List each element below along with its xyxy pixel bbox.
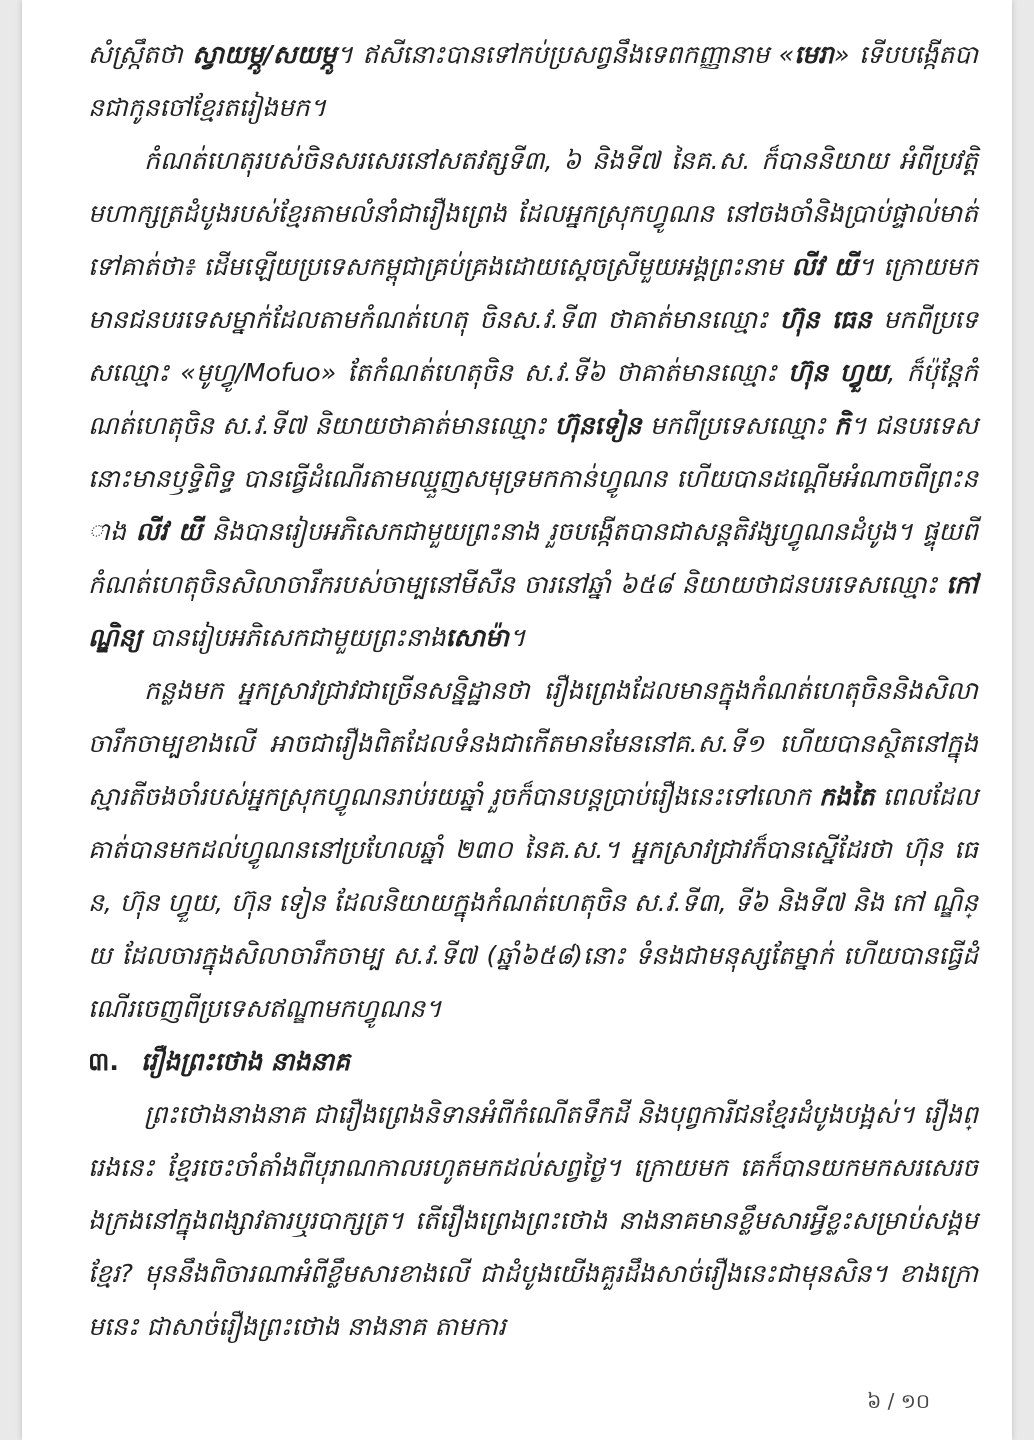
bold-term: លីវ យី [135,517,202,546]
text-run: ពេលដែលគាត់បានមកដល់ហ្វូណននៅប្រហែលឆ្នាំ ២៣០ នៃគ.ស.។ អ្នកស្រាវជ្រាវក៏បានស្នើដែរថា ហ៊ុន ធេន, ហ៊ុន ហ្វួយ, ហ៊ុន ទៀន ដែលនិយាយក្នុងកំណត់ហេតុចិន ស.វ.ទី៣, ទី៦ និងទី៧ និង កៅ ណ្ឌិន្យ ដែលចារក្នុងសិលាចារឹកចាម្ប ស.វ.ទី៧ (ឆ្នាំ៦៥៨)នោះ ទំនងជាមនុស្សតែម្នាក់ ហើយបានធ្វើដំណើរចេញពីប្រទេសឥណ្ឌាមកហ្វូណន។ [88,782,978,1023]
section-title: រឿងព្រះថោង នាងនាគ [140,1047,351,1076]
text-run: ។ ឥសីនោះបានទៅកប់ប្រសព្វនឹងទេពកញ្ញានាម « [336,40,795,69]
paragraph [88,28,978,134]
bold-term: កងតៃ [818,782,875,811]
document-body [88,28,978,1353]
bold-term: ហ៊ុន ហ្វួយ [788,358,888,387]
text-run: ព្រះថោងនាងនាគ ជារឿងព្រេងនិទានអំពីកំណើតទឹកដី និងបុព្វការីជនខ្មែរដំបូងបង្អស់។ រឿងព្រេងនេះ ខ្មែរចេះចាំតាំងពីបុរាណកាលរហូតមកដល់សព្វថ្ងៃ។ ក្រោយមក គេក៏បានយកមកសរសេរចងក្រងនៅក្នុងពង្សាវតារឬរបាក្សត្រ។ តើរឿងព្រេងព្រះថោង នាងនាគមានខ្លឹមសារអ្វីខ្លះសម្រាប់សង្គមខ្មែរ? មុននឹងពិចារណាអំពីខ្លឹមសារខាងលើ ជាដំបូងយើងគួរដឹងសាច់រឿងនេះជាមុនសិន។ ខាងក្រោមនេះ ជាសាច់រឿងព្រះថោង នាងនាគ តាមការ [88,1100,978,1341]
paragraph-group [88,28,978,1035]
text-run: សំស្ក្រឹតថា [88,40,193,69]
bold-term: ហ៊ុនទៀន [554,411,642,440]
paragraph [88,664,978,1035]
text-run: និងបានរៀបអភិសេកជាមួយព្រះនាង រួចបង្កើតបានជាសន្តតិវង្សហ្វូណនដំបូង។ ផ្ទុយពីកំណត់ហេតុចិនសិលាចារឹករបស់ចាម្បនៅមីសឺន ចារនៅឆ្នាំ ៦៥៨ និយាយថាជនបរទេសឈ្មោះ [88,517,978,599]
paragraph [88,1088,978,1353]
text-run: កន្លងមក អ្នកស្រាវជ្រាវជាច្រើនសន្និដ្ឋានថា រឿងព្រេងដែលមានក្នុងកំណត់ហេតុចិននិងសិលាចារឹកចាម្បខាងលើ អាចជារឿងពិតដែលទំនងជាកើតមានមែននៅគ.ស.ទី១ ហើយបានស្ថិតនៅក្នុងស្មារតីចងចាំរបស់អ្នកស្រុកហ្វូណនរាប់រយឆ្នាំ រួចក៏បានបន្តប្រាប់រឿងនេះទៅលោក [88,676,978,811]
bold-term: កៅណ្ឌិន្យ [88,570,978,652]
bold-term: ហ៊ុន ធេន [779,305,872,334]
bold-term: ស្វាយម្ភូ/សយម្ភូ [192,40,337,69]
text-run: មកពីប្រទេសឈ្មោះ «មូហ្វូ/Mofuo» តែកំណត់ហេតុចិន ស.វ.ទី៦ ថាគាត់មានឈ្មោះ [88,305,978,387]
text-run: ។ ក្រោយមកមានជនបរទេសម្នាក់ដែលតាមកំណត់ហេតុ ចិនស.វ.ទី៣ ថាគាត់មានឈ្មោះ [88,252,978,334]
paragraph [88,134,978,664]
text-run: , ក៏ប៉ុន្តែកំណត់ហេតុចិន ស.វ.ទី៧ និយាយថាគាត់មានឈ្មោះ [88,358,978,440]
text-run: ។ ជនបរទេសនោះមានឫទ្ធិពិទ្ធ បានធ្វើដំណើរតាមឈ្មួញសមុទ្រមកកាន់ហ្វូណន ហើយបានដណ្តើមអំណាចពីព្រះនាង [88,411,978,546]
bold-term: កិ [834,411,851,440]
text-run: ។ [508,623,526,652]
page-number: ៦ / ១០ [867,1389,930,1413]
bold-term: លីវ យី [791,252,858,281]
text-run: » ទើបបង្កើតបានជាកូនចៅខ្មែរតរៀងមក។ [88,40,978,122]
paragraph-group-2 [88,1088,978,1353]
bold-term: សោម៉ា [445,623,509,652]
section-heading [88,1035,978,1088]
text-run: មកពីប្រទេសឈ្មោះ [641,411,835,440]
text-run: បានរៀបអភិសេកជាមួយព្រះនាង [141,623,446,652]
document-page [22,0,1012,1440]
bold-term: មេរា [794,40,834,69]
section-number: ៣. [88,1047,119,1076]
text-run: កំណត់ហេតុរបស់ចិនសរសេរនៅសតវត្សទី៣, ៦ និងទី៧ នៃគ.ស. ក៏បាននិយាយ អំពីប្រវត្តិមហាក្សត្រដំបូងរបស់ខ្មែរតាមលំនាំជារឿងព្រេង ដែលអ្នកស្រុកហ្វូណន នៅចងចាំនិងប្រាប់ផ្ទាល់មាត់ទៅគាត់ថា៖ ដើមឡើយប្រទេសកម្ពុជាគ្រប់គ្រងដោយស្តេចស្រីមួយអង្គព្រះនាម [88,146,978,281]
